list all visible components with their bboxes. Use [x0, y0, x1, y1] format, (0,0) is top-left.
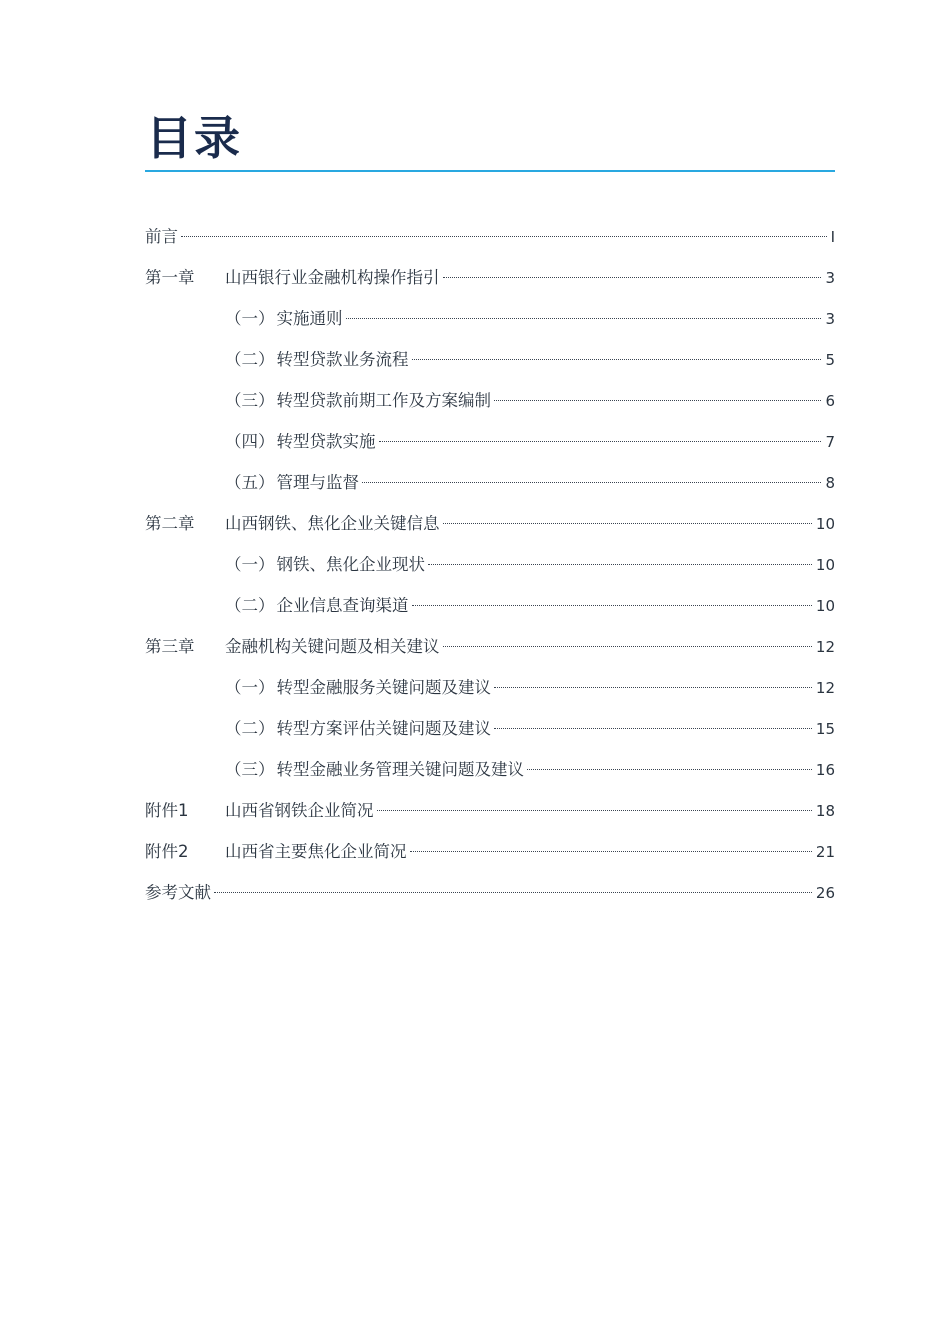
toc-entry-prefix: （五） [225, 473, 275, 492]
toc-entry-prefix: 第一章 [145, 268, 195, 287]
dot-leader [443, 277, 822, 278]
toc-entry[interactable] [145, 749, 835, 790]
toc-entry[interactable] [145, 216, 835, 257]
toc-entry-title: 钢铁、焦化企业现状 [276, 555, 425, 574]
dot-leader [494, 687, 812, 688]
dot-leader [443, 523, 812, 524]
toc-entry-title: 转型贷款前期工作及方案编制 [276, 391, 491, 410]
dot-leader [346, 318, 822, 319]
toc-entry-title: 管理与监督 [276, 473, 359, 492]
toc-entry[interactable] [145, 585, 835, 626]
dot-leader [428, 564, 812, 565]
toc-entry-title: 参考文献 [145, 883, 211, 902]
toc-entry[interactable] [145, 380, 835, 421]
toc-entry[interactable] [145, 667, 835, 708]
toc-entry-page-number: 12 [815, 679, 835, 697]
toc-entry-prefix: （三） [225, 760, 275, 779]
dot-leader [412, 359, 822, 360]
toc-entry-title: 企业信息查询渠道 [276, 596, 409, 615]
dot-leader [214, 892, 812, 893]
toc-entry-title: 转型贷款实施 [276, 432, 376, 451]
toc-entry-prefix: 附件1 [145, 801, 189, 820]
toc-entry[interactable] [145, 339, 835, 380]
dot-leader [181, 236, 827, 237]
toc-entry-prefix: （二） [225, 350, 275, 369]
toc-entry[interactable] [145, 421, 835, 462]
toc-entry[interactable] [145, 298, 835, 339]
toc-entry-title: 转型贷款业务流程 [276, 350, 409, 369]
dot-leader [494, 400, 821, 401]
dot-leader [494, 728, 812, 729]
toc-entry-title: 实施通则 [276, 309, 343, 328]
toc-entry-title: 山西省主要焦化企业简况 [225, 842, 407, 861]
toc-entry-prefix: （一） [225, 678, 275, 697]
toc-entry-prefix: （二） [225, 719, 275, 738]
toc-entry-page-number: 5 [825, 351, 835, 369]
toc-entry-page-number: 16 [815, 761, 835, 779]
toc-entry[interactable] [145, 462, 835, 503]
toc-entry-page-number: 3 [825, 310, 835, 328]
toc-entry-page-number: 10 [815, 515, 835, 533]
dot-leader [362, 482, 821, 483]
toc-entry-prefix: （三） [225, 391, 275, 410]
dot-leader [410, 851, 812, 852]
toc-entry-page-number: 18 [815, 802, 835, 820]
toc-entry-title: 金融机构关键问题及相关建议 [225, 637, 440, 656]
dot-leader [412, 605, 812, 606]
dot-leader [377, 810, 812, 811]
page-title: 目录 [146, 111, 242, 165]
toc-entry[interactable] [145, 544, 835, 585]
toc-entry-page-number: 21 [815, 843, 835, 861]
toc-entry[interactable] [145, 831, 835, 872]
toc-entry-prefix: 第三章 [145, 637, 195, 656]
toc-entry-title: 山西银行业金融机构操作指引 [225, 268, 440, 287]
toc-entry-title: 山西省钢铁企业简况 [225, 801, 374, 820]
toc-entry[interactable] [145, 257, 835, 298]
dot-leader [379, 441, 822, 442]
toc-entry-page-number: 6 [825, 392, 835, 410]
toc-entry[interactable] [145, 872, 835, 913]
toc-entry-prefix: （一） [225, 555, 275, 574]
toc-entry-page-number: 12 [815, 638, 835, 656]
toc-entry-page-number: 7 [825, 433, 835, 451]
toc-entry-page-number: I [830, 228, 835, 246]
toc-entry-page-number: 26 [815, 884, 835, 902]
toc-entry-page-number: 10 [815, 556, 835, 574]
toc-entry-prefix: 附件2 [145, 842, 189, 861]
toc-entry-prefix: （二） [225, 596, 275, 615]
toc-entry[interactable] [145, 626, 835, 667]
toc-entry[interactable] [145, 790, 835, 831]
table-of-contents [145, 216, 835, 913]
toc-entry-page-number: 3 [825, 269, 835, 287]
toc-entry-page-number: 8 [825, 474, 835, 492]
toc-entry-title: 转型方案评估关键问题及建议 [276, 719, 491, 738]
toc-entry-title: 转型金融服务关键问题及建议 [276, 678, 491, 697]
toc-entry[interactable] [145, 503, 835, 544]
dot-leader [527, 769, 812, 770]
toc-entry-prefix: （四） [225, 432, 275, 451]
dot-leader [443, 646, 812, 647]
toc-entry-page-number: 15 [815, 720, 835, 738]
toc-entry-page-number: 10 [815, 597, 835, 615]
toc-entry-title: 前言 [145, 227, 178, 246]
toc-entry[interactable] [145, 708, 835, 749]
toc-entry-prefix: 第二章 [145, 514, 195, 533]
toc-entry-title: 转型金融业务管理关键问题及建议 [276, 760, 524, 779]
toc-entry-title: 山西钢铁、焦化企业关键信息 [225, 514, 440, 533]
title-divider [145, 170, 835, 172]
toc-entry-prefix: （一） [225, 309, 275, 328]
